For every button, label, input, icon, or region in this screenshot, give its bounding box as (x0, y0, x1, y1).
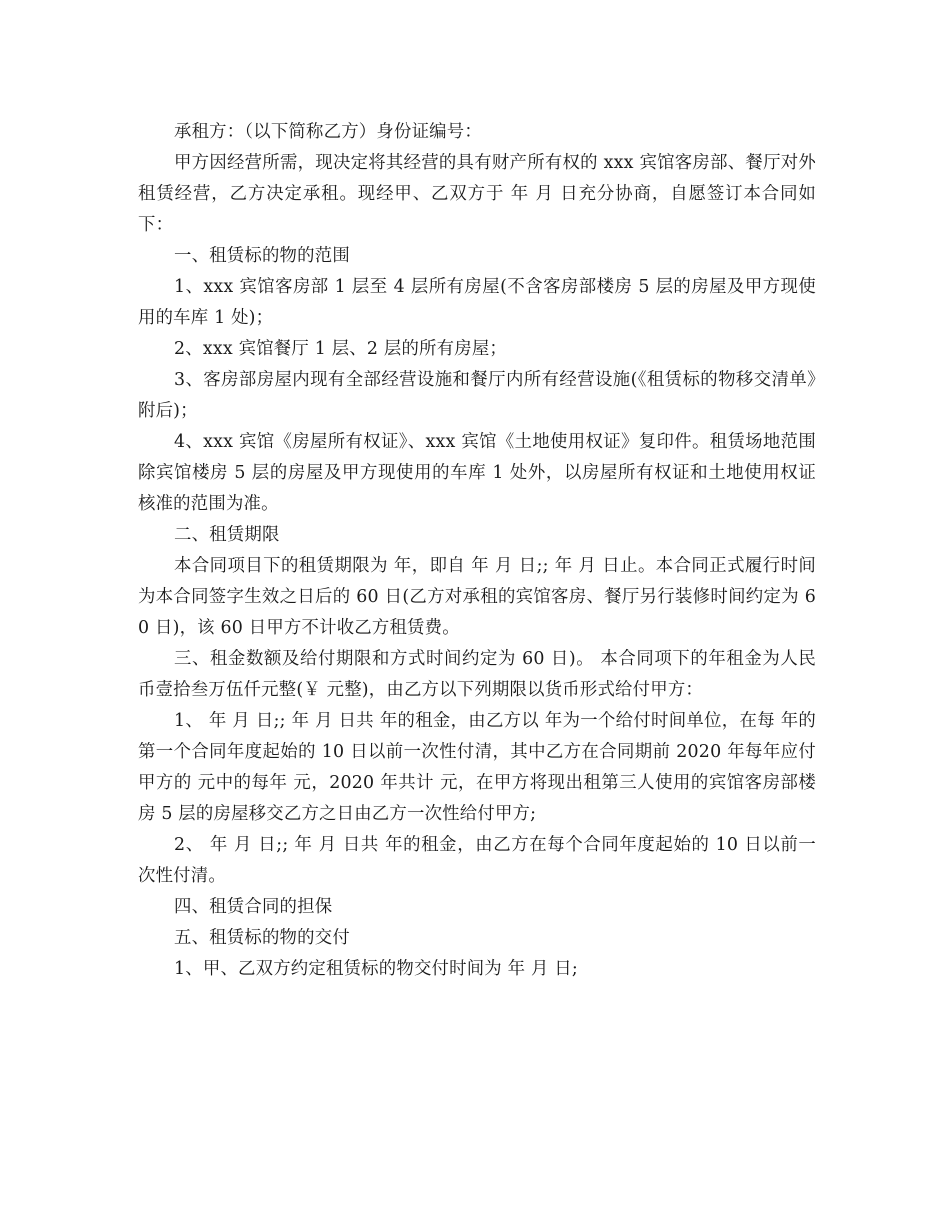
scope-item-2: 2、xxx 宾馆餐厅 1 层、2 层的所有房屋； (174, 339, 507, 359)
section-heading-scope: 一、租赁标的物的范围 (174, 246, 350, 266)
scope-item-1: 1、xxx 宾馆客房部 1 层至 4 层所有房屋(不含客房部楼房 5 层的房屋及甲方现使用的车库 1 处)； (138, 277, 816, 328)
document-body (138, 117, 816, 985)
lessee-line: 承租方：（以下简称乙方）身份证编号： (174, 122, 482, 142)
term-paragraph: 本合同项目下的租赁期限为 年，即自 年 月 日;; 年 月 日止。本合同正式履行时间为本合同签字生效之日后的 60 日(乙方对承租的宾馆客房、餐厅另行装修时间约定为 60 日)，该 60 日甲方不计收乙方租赁费。 (138, 556, 816, 638)
rent-item-1: 1、 年 月 日;; 年 月 日共 年的租金，由乙方以 年为一个给付时间单位，在每 年的第一个合同年度起始的 10 日以前一次性付清，其中乙方在合同期前 2020 年每年应付甲方的 元中的每年 元，2020 年共计 元，在甲方将现出租第三人使用的宾馆客房部楼房 5 层的房屋移交乙方之日由乙方一次性给付甲方; (138, 711, 816, 824)
preamble-paragraph: 甲方因经营所需，现决定将其经营的具有财产所有权的 xxx 宾馆客房部、餐厅对外租赁经营，乙方决定承租。现经甲、乙双方于 年 月 日充分协商，自愿签订本合同如下： (138, 153, 816, 235)
scope-item-3: 3、客房部房屋内现有全部经营设施和餐厅内所有经营设施(《租赁标的物移交清单》附后)； (138, 370, 816, 421)
section-heading-rent: 三、租金数额及给付期限和方式时间约定为 60 日)。 本合同项下的年租金为人民币壹拾叁万伍仟元整(￥ 元整)，由乙方以下列期限以货币形式给付甲方： (138, 649, 816, 700)
scope-item-4: 4、xxx 宾馆《房屋所有权证》、xxx 宾馆《土地使用权证》复印件。租赁场地范围除宾馆楼房 5 层的房屋及甲方现使用的车库 1 处外，以房屋所有权证和土地使用权证核准的范围为准。 (138, 432, 816, 514)
delivery-item-1: 1、甲、乙双方约定租赁标的物交付时间为 年 月 日; (174, 959, 578, 979)
rent-item-2: 2、 年 月 日;; 年 月 日共 年的租金，由乙方在每个合同年度起始的 10 日以前一次性付清。 (138, 835, 816, 886)
section-heading-delivery: 五、租赁标的物的交付 (174, 928, 350, 948)
section-heading-term: 二、租赁期限 (174, 525, 280, 545)
section-heading-guarantee: 四、租赁合同的担保 (174, 897, 333, 917)
